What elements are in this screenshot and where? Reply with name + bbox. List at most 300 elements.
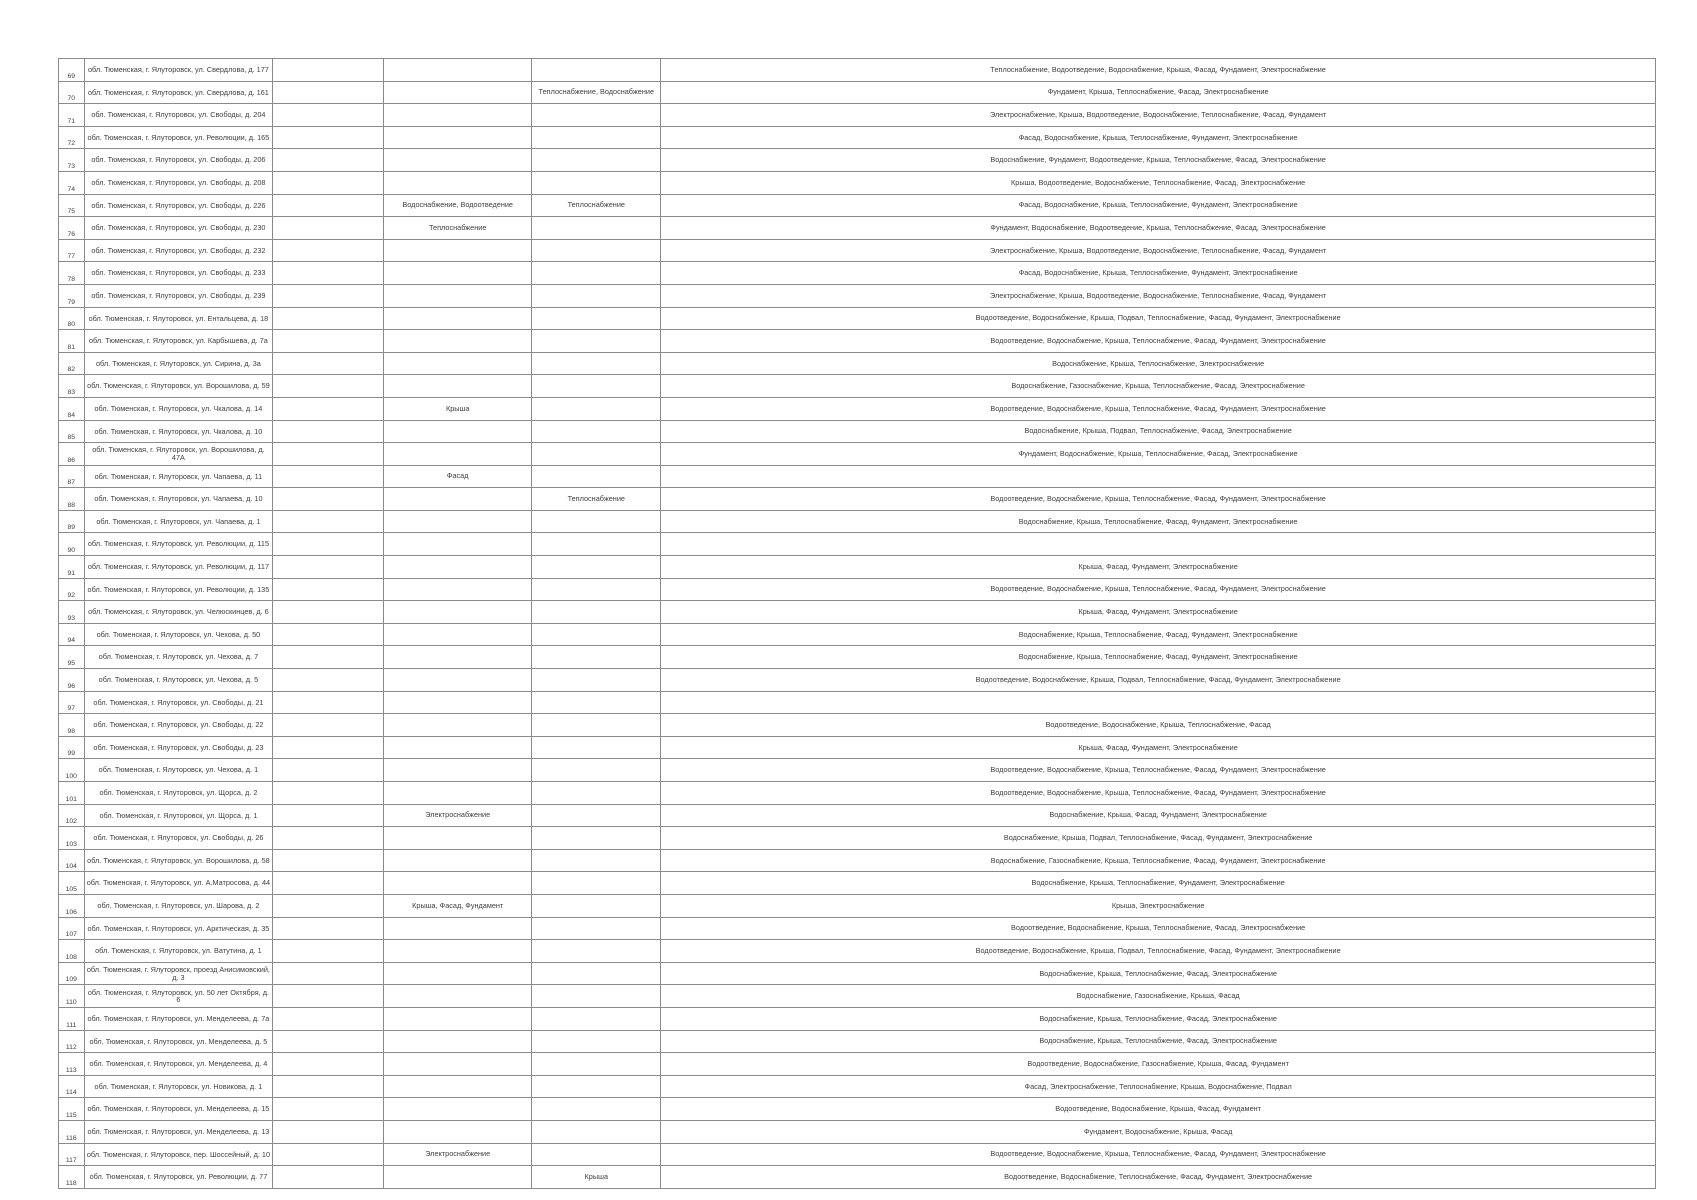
additional-works-cell (532, 759, 661, 782)
row-number-cell: 110 (59, 985, 85, 1008)
empty-column-cell (273, 1143, 384, 1166)
repair-types-cell: Водоотведение, Водоснабжение, Крыша, Теплоснабжение, Фасад, Фундамент, Электроснабжение (661, 488, 1656, 511)
empty-column-cell (273, 104, 384, 127)
repair-types-cell: Водоснабжение, Крыша, Теплоснабжение, Фундамент, Электроснабжение (661, 872, 1656, 895)
empty-column-cell (273, 533, 384, 556)
table-row (59, 1053, 1656, 1076)
additional-works-cell (532, 804, 661, 827)
address-cell: обл. Тюменская, г. Ялуторовск, ул. Щорса, д. 1 (84, 804, 273, 827)
address-cell: обл. Тюменская, г. Ялуторовск, ул. Свободы, д. 22 (84, 714, 273, 737)
empty-column-cell (273, 510, 384, 533)
works-cell (384, 126, 532, 149)
additional-works-cell (532, 1098, 661, 1121)
works-cell: Электроснабжение (384, 1143, 532, 1166)
repair-types-cell: Водоотведение, Водоснабжение, Крыша, Теплоснабжение, Фасад, Фундамент, Электроснабжение (661, 330, 1656, 353)
row-number-cell: 102 (59, 804, 85, 827)
empty-column-cell (273, 1166, 384, 1189)
additional-works-cell (532, 827, 661, 850)
row-number-cell: 106 (59, 894, 85, 917)
table-row (59, 59, 1656, 82)
empty-column-cell (273, 646, 384, 669)
address-cell: обл. Тюменская, г. Ялуторовск, ул. Чехова, д. 50 (84, 623, 273, 646)
works-cell (384, 759, 532, 782)
repair-types-cell: Водоснабжение, Крыша, Подвал, Теплоснабжение, Фасад, Электроснабжение (661, 420, 1656, 443)
repair-types-cell: Водоснабжение, Крыша, Теплоснабжение, Фасад, Фундамент, Электроснабжение (661, 510, 1656, 533)
additional-works-cell (532, 962, 661, 985)
empty-column-cell (273, 307, 384, 330)
address-cell: обл. Тюменская, г. Ялуторовск, ул. Свободы, д. 239 (84, 284, 273, 307)
works-cell (384, 510, 532, 533)
repair-types-cell: Электроснабжение, Крыша, Водоотведение, Водоснабжение, Теплоснабжение, Фасад, Фундамент (661, 239, 1656, 262)
repair-types-cell: Крыша, Фасад, Фундамент, Электроснабжение (661, 556, 1656, 579)
empty-column-cell (273, 691, 384, 714)
additional-works-cell (532, 691, 661, 714)
additional-works-cell (532, 533, 661, 556)
additional-works-cell (532, 872, 661, 895)
table-row (59, 578, 1656, 601)
repair-types-cell (661, 533, 1656, 556)
repair-types-cell: Водоотведение, Водоснабжение, Теплоснабжение, Фасад, Фундамент, Электроснабжение (661, 1166, 1656, 1189)
repair-types-cell: Водоснабжение, Крыша, Теплоснабжение, Электроснабжение (661, 352, 1656, 375)
row-number-cell: 99 (59, 736, 85, 759)
empty-column-cell (273, 284, 384, 307)
repair-types-cell: Крыша, Электроснабжение (661, 894, 1656, 917)
table-row (59, 1166, 1656, 1189)
works-cell (384, 556, 532, 579)
repair-types-cell: Фундамент, Крыша, Теплоснабжение, Фасад, Электроснабжение (661, 81, 1656, 104)
empty-column-cell (273, 420, 384, 443)
address-cell: обл. Тюменская, г. Ялуторовск, ул. Свободы, д. 206 (84, 149, 273, 172)
empty-column-cell (273, 443, 384, 466)
additional-works-cell: Теплоснабжение (532, 488, 661, 511)
address-cell: обл. Тюменская, г. Ялуторовск, проезд Анисимовский, д. 3 (84, 962, 273, 985)
works-cell: Электроснабжение (384, 804, 532, 827)
works-cell (384, 669, 532, 692)
empty-column-cell (273, 669, 384, 692)
row-number-cell: 105 (59, 872, 85, 895)
works-cell (384, 352, 532, 375)
empty-column-cell (273, 239, 384, 262)
table-row (59, 759, 1656, 782)
empty-column-cell (273, 59, 384, 82)
empty-column-cell (273, 827, 384, 850)
table-row (59, 104, 1656, 127)
works-cell (384, 782, 532, 805)
repair-schedule-table (58, 58, 1656, 1189)
additional-works-cell (532, 126, 661, 149)
works-cell (384, 601, 532, 624)
works-cell: Крыша, Фасад, Фундамент (384, 894, 532, 917)
table-row (59, 1030, 1656, 1053)
repair-types-cell: Водоснабжение, Газоснабжение, Крыша, Теплоснабжение, Фасад, Фундамент, Электроснабжение (661, 849, 1656, 872)
repair-types-cell: Фасад, Водоснабжение, Крыша, Теплоснабжение, Фундамент, Электроснабжение (661, 194, 1656, 217)
address-cell: обл. Тюменская, г. Ялуторовск, ул. Чкалова, д. 14 (84, 397, 273, 420)
repair-types-cell (661, 691, 1656, 714)
repair-types-cell: Водоотведение, Водоснабжение, Газоснабжение, Крыша, Фасад, Фундамент (661, 1053, 1656, 1076)
table-body (59, 59, 1656, 1189)
works-cell (384, 1166, 532, 1189)
works-cell (384, 985, 532, 1008)
additional-works-cell (532, 307, 661, 330)
additional-works-cell: Теплоснабжение (532, 194, 661, 217)
repair-types-cell: Водоснабжение, Газоснабжение, Крыша, Фасад (661, 985, 1656, 1008)
works-cell (384, 578, 532, 601)
row-number-cell: 86 (59, 443, 85, 466)
address-cell: обл. Тюменская, г. Ялуторовск, ул. Челюскинцев, д. 6 (84, 601, 273, 624)
table-row (59, 126, 1656, 149)
address-cell: обл. Тюменская, г. Ялуторовск, ул. Менделеева, д. 4 (84, 1053, 273, 1076)
row-number-cell: 81 (59, 330, 85, 353)
table-row (59, 940, 1656, 963)
empty-column-cell (273, 375, 384, 398)
address-cell: обл. Тюменская, г. Ялуторовск, ул. Свободы, д. 21 (84, 691, 273, 714)
repair-types-cell: Водоотведение, Водоснабжение, Крыша, Теплоснабжение, Фасад, Фундамент, Электроснабжение (661, 578, 1656, 601)
additional-works-cell (532, 669, 661, 692)
address-cell: обл. Тюменская, г. Ялуторовск, ул. Свободы, д. 233 (84, 262, 273, 285)
additional-works-cell (532, 1143, 661, 1166)
repair-types-cell (661, 465, 1656, 488)
additional-works-cell (532, 646, 661, 669)
table-row (59, 171, 1656, 194)
row-number-cell: 82 (59, 352, 85, 375)
row-number-cell: 83 (59, 375, 85, 398)
empty-column-cell (273, 81, 384, 104)
table-row (59, 601, 1656, 624)
works-cell (384, 171, 532, 194)
table-row (59, 533, 1656, 556)
works-cell (384, 284, 532, 307)
empty-column-cell (273, 601, 384, 624)
works-cell (384, 330, 532, 353)
works-cell (384, 827, 532, 850)
additional-works-cell (532, 1075, 661, 1098)
table-row (59, 849, 1656, 872)
address-cell: обл. Тюменская, г. Ялуторовск, ул. Менделеева, д. 5 (84, 1030, 273, 1053)
address-cell: обл. Тюменская, г. Ялуторовск, ул. Ворошилова, д. 47А (84, 443, 273, 466)
address-cell: обл. Тюменская, г. Ялуторовск, ул. Революции, д. 135 (84, 578, 273, 601)
empty-column-cell (273, 782, 384, 805)
table-row (59, 488, 1656, 511)
address-cell: обл. Тюменская, г. Ялуторовск, пер. Шоссейный, д. 10 (84, 1143, 273, 1166)
empty-column-cell (273, 962, 384, 985)
repair-types-cell: Фундамент, Водоснабжение, Крыша, Теплоснабжение, Фасад, Электроснабжение (661, 443, 1656, 466)
address-cell: обл. Тюменская, г. Ялуторовск, ул. Ворошилова, д. 59 (84, 375, 273, 398)
empty-column-cell (273, 917, 384, 940)
empty-column-cell (273, 397, 384, 420)
address-cell: обл. Тюменская, г. Ялуторовск, ул. Чапаева, д. 1 (84, 510, 273, 533)
row-number-cell: 75 (59, 194, 85, 217)
address-cell: обл. Тюменская, г. Ялуторовск, ул. Свердлова, д. 161 (84, 81, 273, 104)
address-cell: обл. Тюменская, г. Ялуторовск, ул. Свободы, д. 208 (84, 171, 273, 194)
repair-types-cell: Фундамент, Водоснабжение, Крыша, Фасад (661, 1120, 1656, 1143)
row-number-cell: 115 (59, 1098, 85, 1121)
row-number-cell: 100 (59, 759, 85, 782)
empty-column-cell (273, 1075, 384, 1098)
works-cell: Крыша (384, 397, 532, 420)
address-cell: обл. Тюменская, г. Ялуторовск, ул. Щорса, д. 2 (84, 782, 273, 805)
address-cell: обл. Тюменская, г. Ялуторовск, ул. Чапаева, д. 10 (84, 488, 273, 511)
empty-column-cell (273, 1007, 384, 1030)
table-row (59, 669, 1656, 692)
address-cell: обл. Тюменская, г. Ялуторовск, ул. А.Матросова, д. 44 (84, 872, 273, 895)
address-cell: обл. Тюменская, г. Ялуторовск, ул. Чехова, д. 5 (84, 669, 273, 692)
address-cell: обл. Тюменская, г. Ялуторовск, ул. Менделеева, д. 13 (84, 1120, 273, 1143)
address-cell: обл. Тюменская, г. Ялуторовск, ул. Чапаева, д. 11 (84, 465, 273, 488)
additional-works-cell (532, 940, 661, 963)
row-number-cell: 84 (59, 397, 85, 420)
table-row (59, 149, 1656, 172)
repair-types-cell: Водоснабжение, Крыша, Теплоснабжение, Фасад, Электроснабжение (661, 1007, 1656, 1030)
row-number-cell: 72 (59, 126, 85, 149)
additional-works-cell: Теплоснабжение, Водоснабжение (532, 81, 661, 104)
additional-works-cell (532, 149, 661, 172)
row-number-cell: 71 (59, 104, 85, 127)
table-row (59, 962, 1656, 985)
address-cell: обл. Тюменская, г. Ялуторовск, ул. Свободы, д. 204 (84, 104, 273, 127)
table-row (59, 691, 1656, 714)
additional-works-cell (532, 217, 661, 240)
additional-works-cell (532, 352, 661, 375)
row-number-cell: 118 (59, 1166, 85, 1189)
empty-column-cell (273, 623, 384, 646)
table-row (59, 217, 1656, 240)
address-cell: обл. Тюменская, г. Ялуторовск, ул. Шарова, д. 2 (84, 894, 273, 917)
address-cell: обл. Тюменская, г. Ялуторовск, ул. Революции, д. 117 (84, 556, 273, 579)
works-cell (384, 239, 532, 262)
address-cell: обл. Тюменская, г. Ялуторовск, ул. Арктическая, д. 35 (84, 917, 273, 940)
address-cell: обл. Тюменская, г. Ялуторовск, ул. Свободы, д. 226 (84, 194, 273, 217)
additional-works-cell (532, 1030, 661, 1053)
additional-works-cell (532, 894, 661, 917)
address-cell: обл. Тюменская, г. Ялуторовск, ул. Менделеева, д. 15 (84, 1098, 273, 1121)
additional-works-cell (532, 736, 661, 759)
works-cell (384, 691, 532, 714)
repair-types-cell: Фасад, Электроснабжение, Теплоснабжение, Крыша, Водоснабжение, Подвал (661, 1075, 1656, 1098)
works-cell (384, 533, 532, 556)
table-row (59, 894, 1656, 917)
works-cell (384, 1098, 532, 1121)
row-number-cell: 90 (59, 533, 85, 556)
repair-types-cell: Электроснабжение, Крыша, Водоотведение, Водоснабжение, Теплоснабжение, Фасад, Фундамент (661, 104, 1656, 127)
repair-types-cell: Водоотведение, Водоснабжение, Крыша, Теплоснабжение, Фасад, Фундамент, Электроснабжение (661, 397, 1656, 420)
additional-works-cell (532, 1053, 661, 1076)
repair-types-cell: Водоотведение, Водоснабжение, Крыша, Подвал, Теплоснабжение, Фасад, Фундамент, Электроснабжение (661, 307, 1656, 330)
repair-types-cell: Водоотведение, Водоснабжение, Крыша, Теплоснабжение, Фасад, Фундамент, Электроснабжение (661, 759, 1656, 782)
empty-column-cell (273, 126, 384, 149)
row-number-cell: 107 (59, 917, 85, 940)
table-row (59, 714, 1656, 737)
table-row (59, 827, 1656, 850)
repair-types-cell: Крыша, Фасад, Фундамент, Электроснабжение (661, 736, 1656, 759)
repair-types-cell: Крыша, Водоотведение, Водоснабжение, Теплоснабжение, Фасад, Электроснабжение (661, 171, 1656, 194)
empty-column-cell (273, 556, 384, 579)
row-number-cell: 112 (59, 1030, 85, 1053)
row-number-cell: 114 (59, 1075, 85, 1098)
row-number-cell: 80 (59, 307, 85, 330)
works-cell (384, 1053, 532, 1076)
row-number-cell: 70 (59, 81, 85, 104)
works-cell (384, 420, 532, 443)
additional-works-cell (532, 1120, 661, 1143)
table-row (59, 330, 1656, 353)
repair-types-cell: Фасад, Водоснабжение, Крыша, Теплоснабжение, Фундамент, Электроснабжение (661, 262, 1656, 285)
table-row (59, 985, 1656, 1008)
row-number-cell: 111 (59, 1007, 85, 1030)
row-number-cell: 79 (59, 284, 85, 307)
address-cell: обл. Тюменская, г. Ялуторовск, ул. Свободы, д. 232 (84, 239, 273, 262)
works-cell (384, 646, 532, 669)
works-cell (384, 59, 532, 82)
additional-works-cell (532, 849, 661, 872)
repair-types-cell: Теплоснабжение, Водоотведение, Водоснабжение, Крыша, Фасад, Фундамент, Электроснабжение (661, 59, 1656, 82)
works-cell (384, 307, 532, 330)
repair-types-cell: Водоснабжение, Крыша, Теплоснабжение, Фасад, Фундамент, Электроснабжение (661, 623, 1656, 646)
repair-types-cell: Водоотведение, Водоснабжение, Крыша, Подвал, Теплоснабжение, Фасад, Фундамент, Электроснабжение (661, 940, 1656, 963)
address-cell: обл. Тюменская, г. Ялуторовск, ул. Революции, д. 115 (84, 533, 273, 556)
empty-column-cell (273, 262, 384, 285)
row-number-cell: 109 (59, 962, 85, 985)
address-cell: обл. Тюменская, г. Ялуторовск, ул. Новикова, д. 1 (84, 1075, 273, 1098)
empty-column-cell (273, 894, 384, 917)
table-row (59, 872, 1656, 895)
table-row (59, 465, 1656, 488)
empty-column-cell (273, 352, 384, 375)
row-number-cell: 116 (59, 1120, 85, 1143)
table-row (59, 1075, 1656, 1098)
empty-column-cell (273, 1030, 384, 1053)
additional-works-cell (532, 623, 661, 646)
table-row (59, 443, 1656, 466)
works-cell (384, 149, 532, 172)
repair-types-cell: Водоснабжение, Крыша, Теплоснабжение, Фасад, Электроснабжение (661, 962, 1656, 985)
works-cell (384, 1007, 532, 1030)
repair-types-cell: Водоотведение, Водоснабжение, Крыша, Теплоснабжение, Фасад, Фундамент, Электроснабжение (661, 782, 1656, 805)
additional-works-cell: Крыша (532, 1166, 661, 1189)
repair-types-cell: Водоотведение, Водоснабжение, Крыша, Теплоснабжение, Фасад (661, 714, 1656, 737)
address-cell: обл. Тюменская, г. Ялуторовск, ул. 50 лет Октября, д. 6 (84, 985, 273, 1008)
repair-types-cell: Водоотведение, Водоснабжение, Крыша, Теплоснабжение, Фасад, Фундамент, Электроснабжение (661, 1143, 1656, 1166)
works-cell: Теплоснабжение (384, 217, 532, 240)
repair-types-cell: Крыша, Фасад, Фундамент, Электроснабжение (661, 601, 1656, 624)
empty-column-cell (273, 488, 384, 511)
repair-types-cell: Водоотведение, Водоснабжение, Крыша, Теплоснабжение, Фасад, Электроснабжение (661, 917, 1656, 940)
additional-works-cell (532, 375, 661, 398)
empty-column-cell (273, 149, 384, 172)
table-row (59, 397, 1656, 420)
row-number-cell: 69 (59, 59, 85, 82)
empty-column-cell (273, 1098, 384, 1121)
additional-works-cell (532, 420, 661, 443)
row-number-cell: 104 (59, 849, 85, 872)
works-cell (384, 872, 532, 895)
works-cell (384, 849, 532, 872)
works-cell (384, 262, 532, 285)
works-cell (384, 962, 532, 985)
repair-types-cell: Фасад, Водоснабжение, Крыша, Теплоснабжение, Фундамент, Электроснабжение (661, 126, 1656, 149)
table-row (59, 81, 1656, 104)
row-number-cell: 93 (59, 601, 85, 624)
row-number-cell: 77 (59, 239, 85, 262)
repair-types-cell: Водоотведение, Водоснабжение, Крыша, Подвал, Теплоснабжение, Фасад, Фундамент, Электроснабжение (661, 669, 1656, 692)
works-cell (384, 104, 532, 127)
table-row (59, 239, 1656, 262)
address-cell: обл. Тюменская, г. Ялуторовск, ул. Чкалова, д. 10 (84, 420, 273, 443)
table-row (59, 375, 1656, 398)
table-row (59, 510, 1656, 533)
works-cell (384, 1075, 532, 1098)
additional-works-cell (532, 262, 661, 285)
additional-works-cell (532, 104, 661, 127)
row-number-cell: 117 (59, 1143, 85, 1166)
table-row (59, 1007, 1656, 1030)
empty-column-cell (273, 714, 384, 737)
row-number-cell: 73 (59, 149, 85, 172)
additional-works-cell (532, 714, 661, 737)
works-cell: Водоснабжение, Водоотведение (384, 194, 532, 217)
table-row (59, 917, 1656, 940)
address-cell: обл. Тюменская, г. Ялуторовск, ул. Ентальцева, д. 18 (84, 307, 273, 330)
table-row (59, 352, 1656, 375)
repair-types-cell: Водоснабжение, Крыша, Теплоснабжение, Фасад, Электроснабжение (661, 1030, 1656, 1053)
works-cell (384, 443, 532, 466)
additional-works-cell (532, 443, 661, 466)
empty-column-cell (273, 759, 384, 782)
additional-works-cell (532, 782, 661, 805)
address-cell: обл. Тюменская, г. Ялуторовск, ул. Карбышева, д. 7а (84, 330, 273, 353)
address-cell: обл. Тюменская, г. Ялуторовск, ул. Свердлова, д. 177 (84, 59, 273, 82)
empty-column-cell (273, 578, 384, 601)
table-row (59, 556, 1656, 579)
table-row (59, 623, 1656, 646)
row-number-cell: 87 (59, 465, 85, 488)
row-number-cell: 97 (59, 691, 85, 714)
row-number-cell: 95 (59, 646, 85, 669)
empty-column-cell (273, 804, 384, 827)
row-number-cell: 103 (59, 827, 85, 850)
empty-column-cell (273, 465, 384, 488)
additional-works-cell (532, 510, 661, 533)
empty-column-cell (273, 872, 384, 895)
address-cell: обл. Тюменская, г. Ялуторовск, ул. Чехова, д. 1 (84, 759, 273, 782)
repair-types-cell: Водоотведение, Водоснабжение, Крыша, Фасад, Фундамент (661, 1098, 1656, 1121)
additional-works-cell (532, 578, 661, 601)
address-cell: обл. Тюменская, г. Ялуторовск, ул. Свободы, д. 26 (84, 827, 273, 850)
address-cell: обл. Тюменская, г. Ялуторовск, ул. Чехова, д. 7 (84, 646, 273, 669)
empty-column-cell (273, 330, 384, 353)
row-number-cell: 92 (59, 578, 85, 601)
table-row (59, 420, 1656, 443)
repair-types-cell: Фундамент, Водоснабжение, Водоотведение, Крыша, Теплоснабжение, Фасад, Электроснабжение (661, 217, 1656, 240)
repair-types-cell: Водоснабжение, Газоснабжение, Крыша, Теплоснабжение, Фасад, Электроснабжение (661, 375, 1656, 398)
row-number-cell: 96 (59, 669, 85, 692)
row-number-cell: 74 (59, 171, 85, 194)
empty-column-cell (273, 194, 384, 217)
row-number-cell: 89 (59, 510, 85, 533)
table-row (59, 646, 1656, 669)
repair-types-cell: Водоснабжение, Фундамент, Водоотведение, Крыша, Теплоснабжение, Фасад, Электроснабжение (661, 149, 1656, 172)
empty-column-cell (273, 736, 384, 759)
row-number-cell: 85 (59, 420, 85, 443)
row-number-cell: 78 (59, 262, 85, 285)
additional-works-cell (532, 171, 661, 194)
additional-works-cell (532, 330, 661, 353)
address-cell: обл. Тюменская, г. Ялуторовск, ул. Революции, д. 165 (84, 126, 273, 149)
additional-works-cell (532, 985, 661, 1008)
row-number-cell: 98 (59, 714, 85, 737)
repair-types-cell: Водоснабжение, Крыша, Подвал, Теплоснабжение, Фасад, Фундамент, Электроснабжение (661, 827, 1656, 850)
empty-column-cell (273, 1053, 384, 1076)
row-number-cell: 101 (59, 782, 85, 805)
